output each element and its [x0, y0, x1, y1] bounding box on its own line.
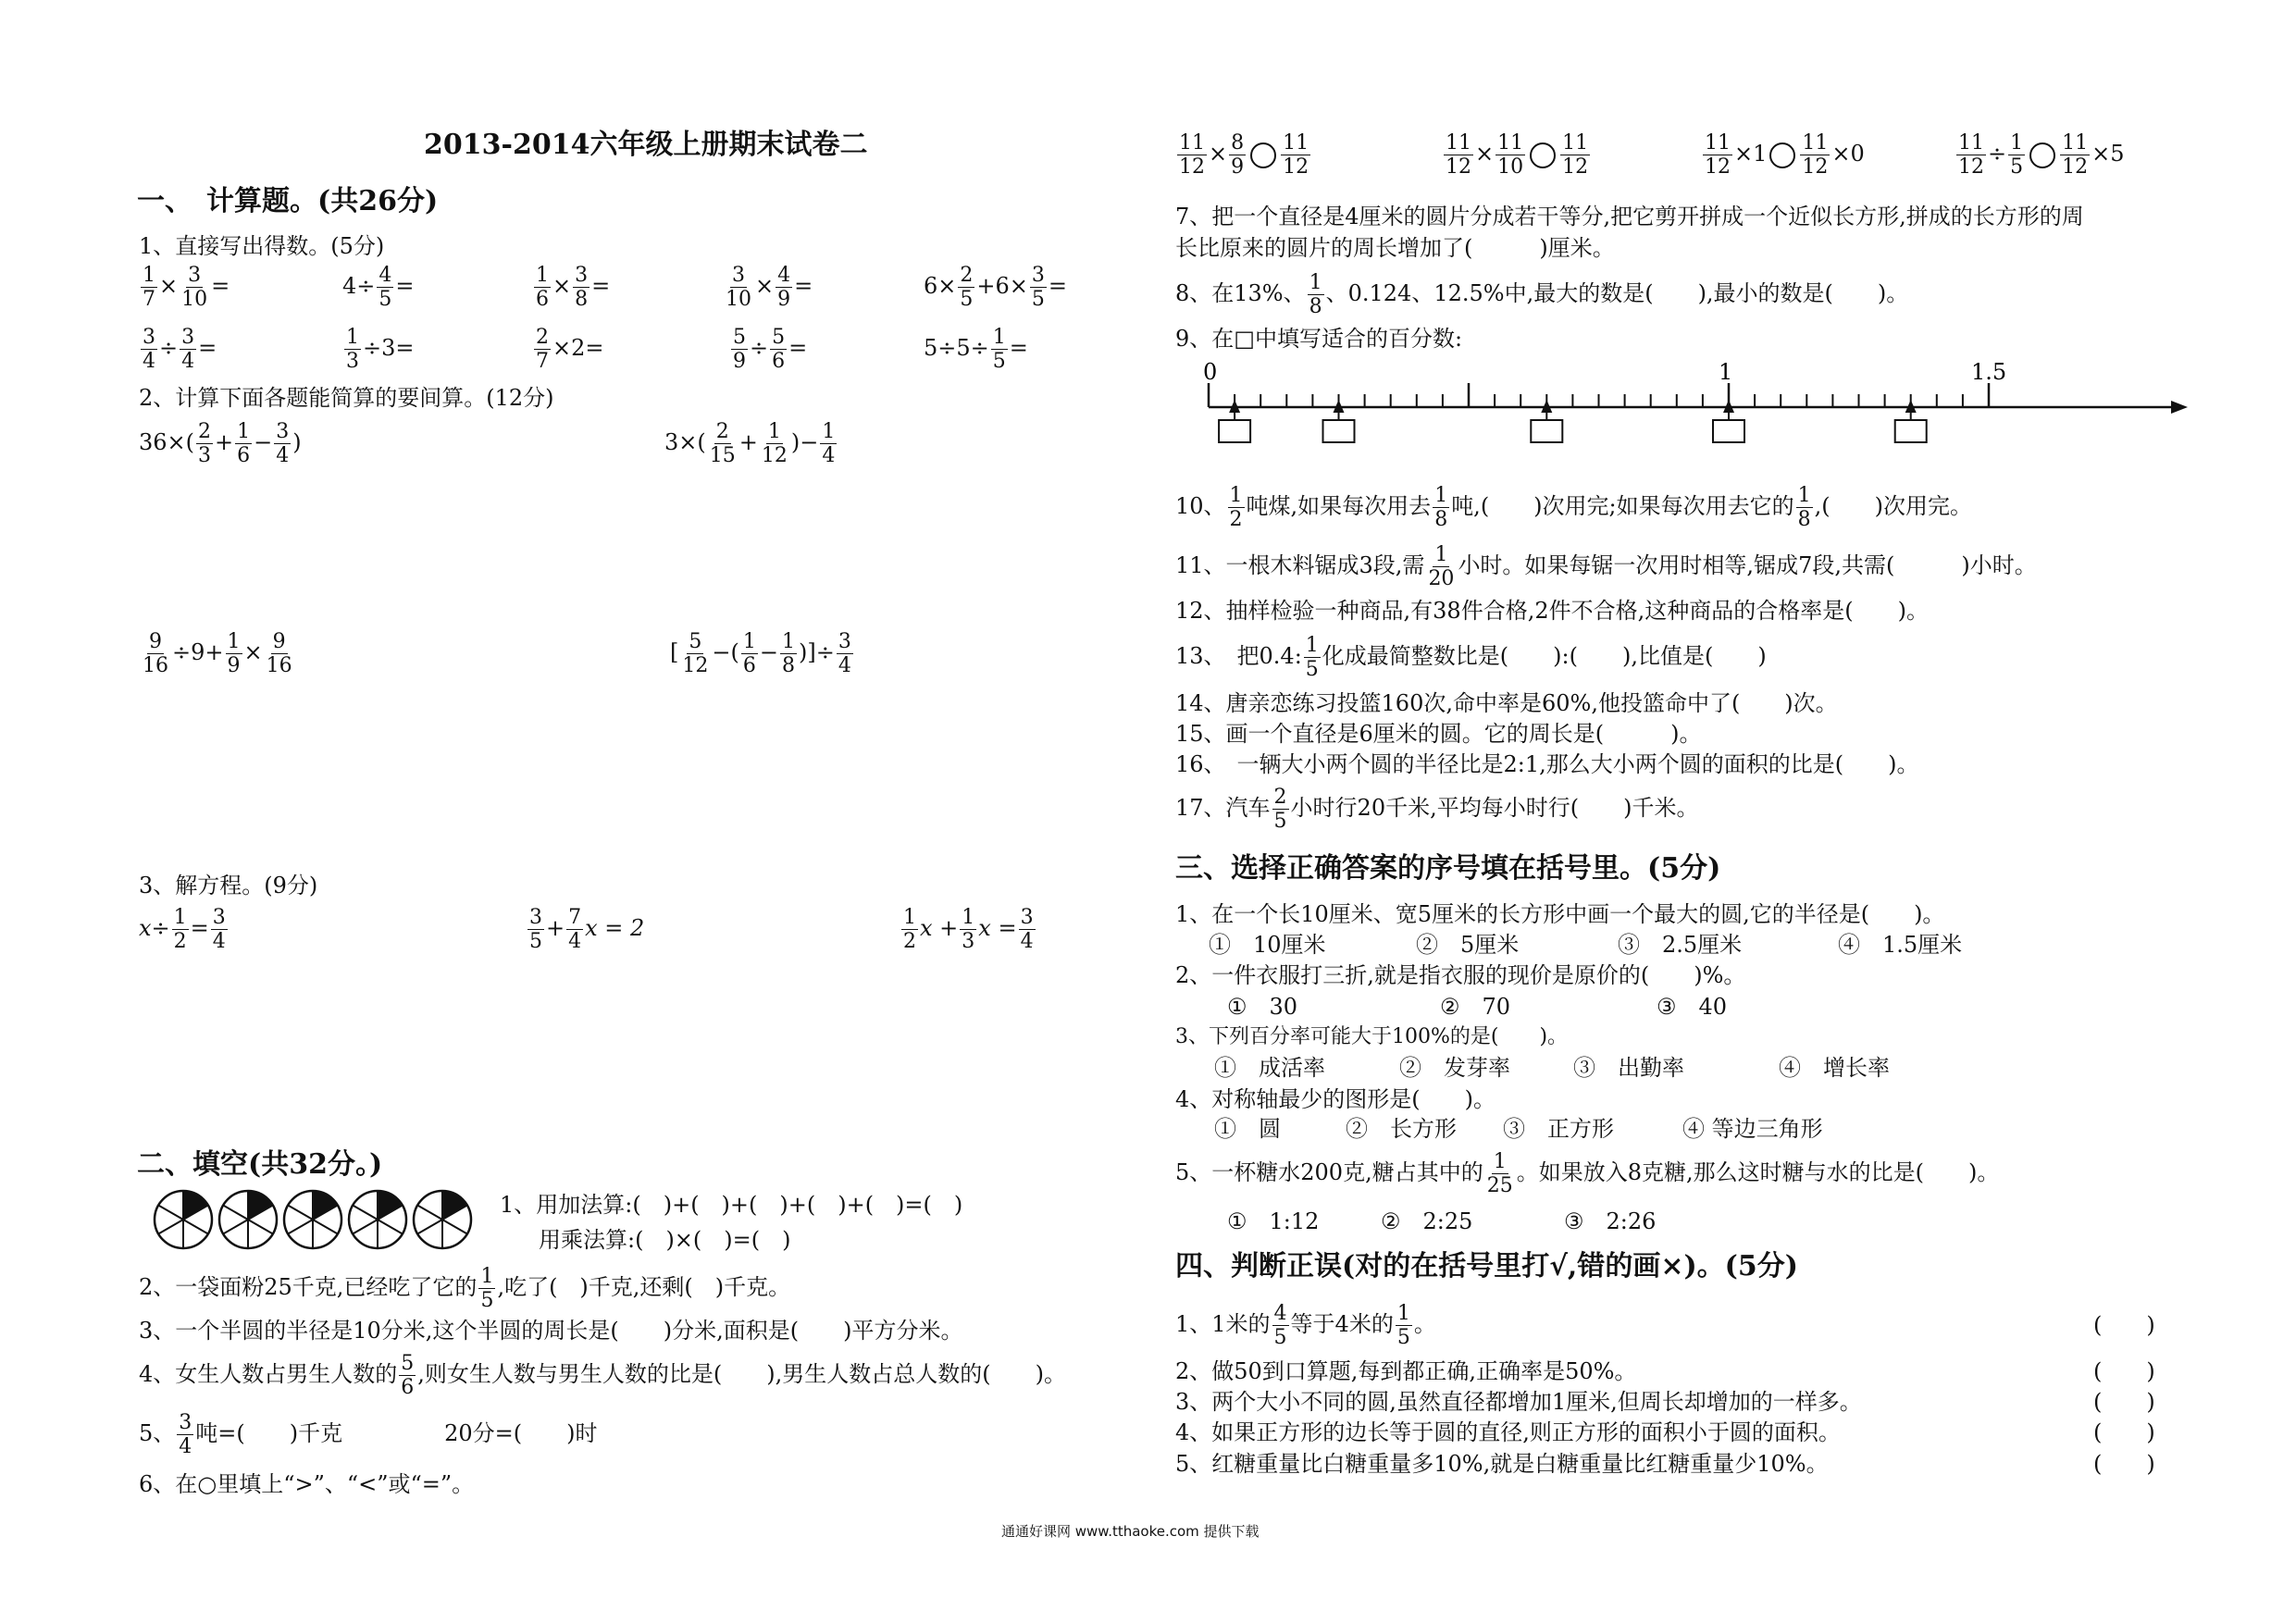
number-line-label: 0: [1203, 359, 1218, 385]
calc-item: $\frac{5}{9}$ ÷ $\frac{5}{6}$ =: [733, 326, 808, 374]
s1-q3-label: 3、解方程。(9分): [139, 873, 318, 898]
s2-q10: 10、 $\frac{1}{2}$ 吨煤,如果每次用去 $\frac{1}{8}$ 吨,( )次用完;如果每次用去它的 $\frac{1}{8}$ ,( )次用完。: [1175, 484, 1972, 532]
s2-q1-addition: 1、用加法算:( )+( )+( )+( )+( )=( ): [500, 1192, 963, 1218]
s1-q2-label: 2、计算下面各题能简算的要间算。(12分): [139, 385, 554, 411]
section-1-heading: 一、 计算题。(共26分): [137, 185, 439, 217]
s3-q1: 1、在一个长10厘米、宽5厘米的长方形中画一个最大的圆,它的半径是( )。: [1175, 901, 1945, 927]
s2-q17: 17、汽车 $\frac{2}{5}$ 小时行20千米,平均每小时行( )千米。: [1175, 786, 1699, 834]
s4-q5: 5、红糖重量比白糖重量多10%,就是白糖重量比红糖重量少10%。: [1175, 1451, 1829, 1477]
s2-q7-line2: 长比原来的圆片的周长增加了( )厘米。: [1175, 235, 1615, 261]
s2-q9: 9、在□中填写适合的百分数:: [1175, 326, 1463, 352]
compare-item: $\frac{11}{12}$ × $\frac{8}{9}$ $\frac{11}{12}$: [1179, 131, 1309, 180]
compare-circle[interactable]: [1530, 142, 1556, 168]
option[interactable]: ② 70: [1440, 994, 1511, 1020]
answer-box[interactable]: [1895, 420, 1927, 442]
calc-item: 6× $\frac{2}{5}$ +6× $\frac{3}{5}$ =: [924, 264, 1067, 312]
option[interactable]: ① 10厘米: [1209, 932, 1326, 958]
simplify-expr: 36×( $\frac{2}{3}$ + $\frac{1}{6}$ − $\frac{3}{4}$ ): [139, 420, 302, 468]
option[interactable]: ② 2:25: [1381, 1208, 1473, 1234]
section-3-heading: 三、选择正确答案的序号填在括号里。(5分): [1175, 852, 1721, 885]
option[interactable]: ① 30: [1227, 994, 1298, 1020]
answer-box[interactable]: [1531, 420, 1562, 442]
calc-item: $\frac{3}{10}$ × $\frac{4}{9}$ =: [726, 264, 813, 312]
s2-q16: 16、 一辆大小两个圆的半径比是2:1,那么大小两个圆的面积的比是( )。: [1175, 751, 1919, 777]
s2-q11: 11、一根木料锯成3段,需 $\frac{1}{20}$ 小时。如果每锯一次用时相等,锯成7段,共需( )小时。: [1175, 543, 2037, 591]
s2-q15: 15、画一个直径是6厘米的圆。它的周长是( )。: [1175, 721, 1702, 747]
s2-q4: 4、女生人数占男生人数的 $\frac{5}{6}$ ,则女生人数与男生人数的比是( ),男生人数占总人数的( )。: [139, 1352, 1066, 1400]
equation: $\frac{3}{5}$ + $\frac{7}{4}$ x = 2: [529, 906, 645, 954]
s2-q1-multiplication: 用乘法算:( )×( )=( ): [539, 1227, 791, 1253]
arrow-head: [2171, 401, 2188, 414]
s2-q3: 3、一个半圆的半径是10分米,这个半圆的周长是( )分米,面积是( )平方分米。: [139, 1318, 963, 1344]
option[interactable]: ② 长方形: [1346, 1116, 1457, 1142]
s2-q8: 8、在13%、 $\frac{1}{8}$ 、0.124、12.5%中,最大的数是( ),最小的数是( )。: [1175, 271, 1909, 319]
option[interactable]: ③ 正方形: [1503, 1116, 1614, 1142]
answer-bracket[interactable]: ( ): [2093, 1312, 2155, 1338]
compare-circle[interactable]: [1250, 142, 1276, 168]
compare-circle[interactable]: [2029, 142, 2055, 168]
s3-q4: 4、对称轴最少的图形是( )。: [1175, 1086, 1496, 1112]
calc-item: $\frac{1}{6}$ × $\frac{3}{8}$ =: [536, 264, 611, 312]
option[interactable]: ① 成活率: [1214, 1055, 1325, 1081]
calc-item: $\frac{1}{7}$ × $\frac{3}{10}$ =: [143, 264, 230, 312]
answer-box[interactable]: [1219, 420, 1250, 442]
answer-box[interactable]: [1713, 420, 1744, 442]
answer-bracket[interactable]: ( ): [2093, 1389, 2155, 1415]
s2-q12: 12、抽样检验一种商品,有38件合格,2件不合格,这种商品的合格率是( )。: [1175, 598, 1929, 624]
calc-item: 5÷5÷ $\frac{1}{5}$ =: [924, 326, 1028, 374]
number-line-label: 1.5: [1971, 359, 2007, 385]
option[interactable]: ④ 1.5厘米: [1838, 932, 1963, 958]
answer-box[interactable]: [1323, 420, 1355, 442]
simplify-expr: $\frac{9}{16}$ ÷9+ $\frac{1}{9}$ × $\frac{9}{16}$: [143, 630, 292, 678]
s4-q1: 1、1米的 $\frac{4}{5}$ 等于4米的 $\frac{1}{5}$ 。: [1175, 1302, 1436, 1350]
answer-bracket[interactable]: ( ): [2093, 1419, 2155, 1445]
option[interactable]: ① 1:12: [1227, 1208, 1320, 1234]
s2-q13: 13、 把0.4: $\frac{1}{5}$ 化成最简整数比是( ):( ),比值是( ): [1175, 634, 1767, 682]
option[interactable]: ② 5厘米: [1416, 932, 1520, 958]
option[interactable]: ④ 等边三角形: [1682, 1116, 1823, 1142]
option[interactable]: ③ 2.5厘米: [1618, 932, 1743, 958]
s3-q5: 5、一杯糖水200克,糖占其中的 $\frac{1}{25}$ 。如果放入8克糖,那么这时糖与水的比是( )。: [1175, 1150, 2000, 1198]
compare-circle[interactable]: [1769, 142, 1795, 168]
answer-bracket[interactable]: ( ): [2093, 1451, 2155, 1477]
option[interactable]: ② 发芽率: [1399, 1055, 1510, 1081]
pie-circles-figure: [152, 1188, 485, 1253]
compare-item: $\frac{11}{12}$ ×1 $\frac{11}{12}$ ×0: [1705, 131, 1865, 180]
s4-q4: 4、如果正方形的边长等于圆的直径,则正方形的面积小于圆的面积。: [1175, 1419, 1841, 1445]
number-line-label: 1: [1719, 359, 1733, 385]
s2-q14: 14、唐亲恋练习投篮160次,命中率是60%,他投篮命中了( )次。: [1175, 690, 1838, 716]
option[interactable]: ④ 增长率: [1779, 1055, 1890, 1081]
s1-q1-label: 1、直接写出得数。(5分): [139, 233, 385, 259]
equation: x÷ $\frac{1}{2}$ = $\frac{3}{4}$: [139, 906, 226, 954]
calc-item: 4÷ $\frac{4}{5}$ =: [342, 264, 415, 312]
s4-q2: 2、做50到口算题,每到都正确,正确率是50%。: [1175, 1358, 1637, 1384]
equation: $\frac{1}{2}$ x + $\frac{1}{3}$ x = $\frac{3}{4}$: [903, 906, 1034, 954]
option[interactable]: ③ 2:26: [1564, 1208, 1657, 1234]
page-title: 2013-2014六年级上册期末试卷二: [424, 129, 868, 161]
section-4-heading: 四、判断正误(对的在括号里打√,错的画×)。(5分): [1175, 1250, 1798, 1282]
option[interactable]: ③ 出勤率: [1573, 1055, 1684, 1081]
calc-item: $\frac{1}{3}$ ÷3=: [346, 326, 415, 374]
simplify-expr: [ $\frac{5}{12}$ −( $\frac{1}{6}$ − $\frac{1}{8}$ )]÷ $\frac{3}{4}$: [670, 630, 851, 678]
number-line: [1194, 355, 2193, 457]
compare-item: $\frac{11}{12}$ × $\frac{11}{10}$ $\frac{11}{12}$: [1446, 131, 1589, 180]
s2-q7-line1: 7、把一个直径是4厘米的圆片分成若干等分,把它剪开拼成一个近似长方形,拼成的长方形的周: [1175, 204, 2084, 229]
option[interactable]: ③ 40: [1657, 994, 1728, 1020]
simplify-expr: 3×( $\frac{2}{15}$ + $\frac{1}{12}$ )− $\frac{1}{4}$: [664, 420, 836, 468]
calc-item: $\frac{2}{7}$ ×2=: [536, 326, 604, 374]
calc-item: $\frac{3}{4}$ ÷ $\frac{3}{4}$ =: [143, 326, 217, 374]
s3-q2: 2、一件衣服打三折,就是指衣服的现价是原价的( )%。: [1175, 962, 1746, 988]
compare-item: $\frac{11}{12}$ ÷ $\frac{1}{5}$ $\frac{11}{12}$ ×5: [1958, 131, 2125, 180]
s2-q6: 6、在○里填上“>”、“<”或“=”。: [139, 1471, 475, 1497]
s2-q2: 2、一袋面粉25千克,已经吃了它的 $\frac{1}{5}$ ,吃了( )千克,还剩( )千克。: [139, 1265, 791, 1313]
footer-credit: 通通好课网 www.tthaoke.com 提供下载: [1001, 1523, 1260, 1540]
section-2-heading: 二、填空(共32分。): [137, 1148, 383, 1181]
s3-q3: 3、下列百分率可能大于100%的是( )。: [1175, 1025, 1569, 1048]
answer-bracket[interactable]: ( ): [2093, 1358, 2155, 1384]
option[interactable]: ① 圆: [1214, 1116, 1281, 1142]
s4-q3: 3、两个大小不同的圆,虽然直径都增加1厘米,但周长却增加的一样多。: [1175, 1389, 1862, 1415]
s2-q5: 5、 $\frac{3}{4}$ 吨=( )千克 20分=( )时: [139, 1411, 598, 1459]
